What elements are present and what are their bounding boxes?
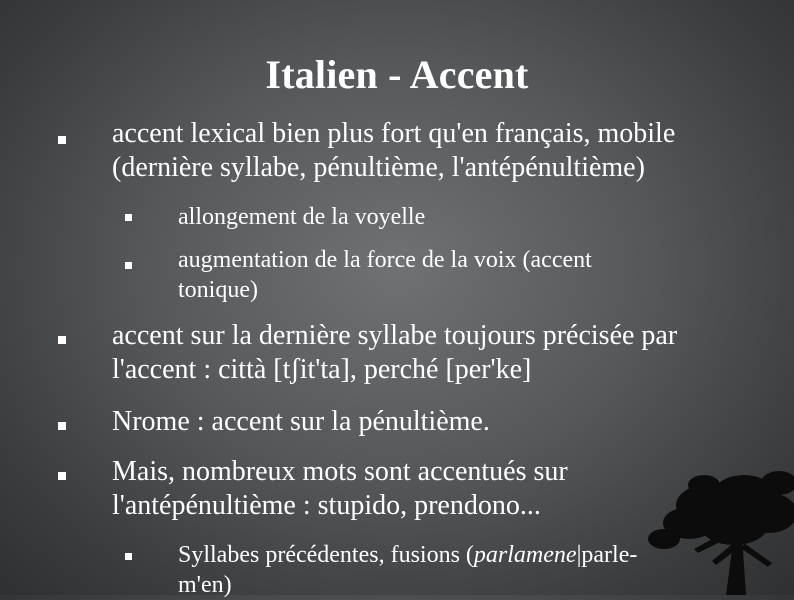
sub-bullet-text-2 bbox=[178, 245, 738, 305]
bullet-text-line: m'en) bbox=[178, 572, 232, 598]
sub-bullet-marker bbox=[125, 214, 132, 221]
bullet-marker bbox=[58, 422, 66, 430]
bullet-text-line: Mais, nombreux mots sont accentués sur bbox=[112, 456, 568, 487]
bullet-marker bbox=[58, 136, 66, 144]
text-segment: |parle- bbox=[576, 542, 638, 568]
bullet-text-line: l'antépénultième : stupido, prendono... bbox=[112, 490, 541, 521]
bullet-text-2 bbox=[112, 319, 782, 387]
bullet-text-1 bbox=[112, 117, 782, 185]
text-segment: Syllabes précédentes, fusions ( bbox=[178, 542, 474, 568]
tree-silhouette bbox=[594, 465, 794, 595]
bullet-marker bbox=[58, 336, 66, 344]
bullet-text-line: accent sur la dernière syllabe toujours précisée par bbox=[112, 320, 678, 351]
bullet-text-line: (dernière syllabe, pénultième, l'antépénultième) bbox=[112, 152, 645, 183]
bullet-text-line: l'accent : città [tʃit'ta], perché [per'ke] bbox=[112, 354, 532, 385]
bullet-marker bbox=[58, 472, 66, 480]
bullet-text-3: Nrome : accent sur la pénultième. bbox=[112, 406, 490, 437]
italic-word: parlamene bbox=[473, 542, 577, 568]
bullet-text-line: augmentation de la force de la voix (accent bbox=[178, 247, 592, 273]
sub-bullet-marker bbox=[125, 553, 132, 560]
sub-bullet-marker bbox=[125, 262, 132, 269]
bullet-text-line: accent lexical bien plus fort qu'en français, mobile bbox=[112, 118, 676, 149]
slide-title: Italien - Accent bbox=[265, 52, 529, 97]
bullet-text-line: tonique) bbox=[178, 277, 258, 303]
sub-bullet-text-1: allongement de la voyelle bbox=[178, 204, 426, 230]
